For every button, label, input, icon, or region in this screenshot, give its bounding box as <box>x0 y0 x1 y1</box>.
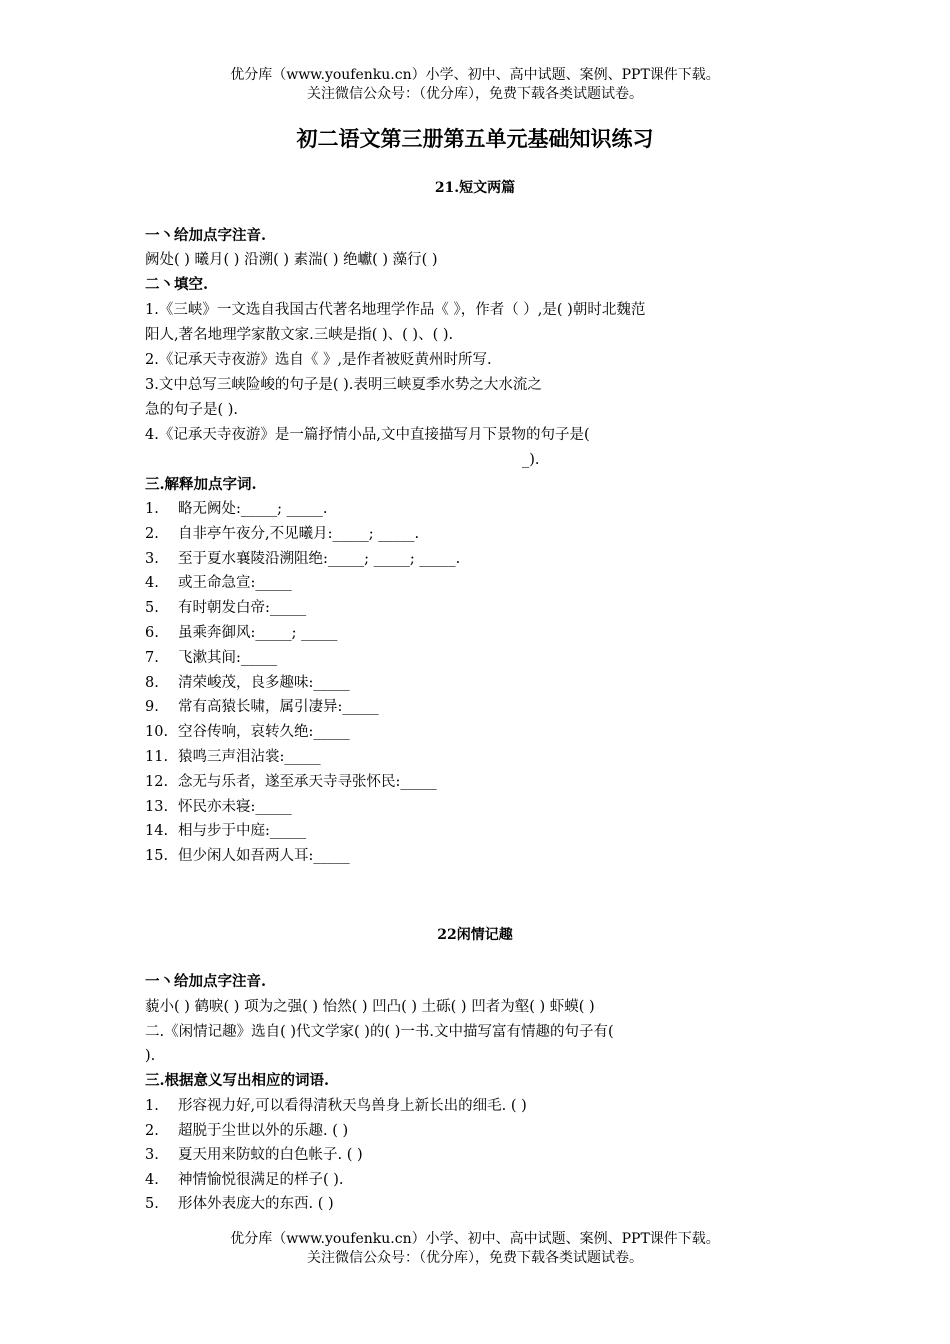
item-text: 形容视力好,可以看得清秋天鸟兽身上新长出的细毛. ( ) <box>178 1098 527 1114</box>
s21-part3-item-13 <box>145 797 292 817</box>
s21-part3-item-4 <box>145 573 292 593</box>
s21-part1-title: 一丶给加点字注音. <box>145 227 267 244</box>
s21-part2-line-7: _). <box>522 452 540 468</box>
s21-part2-line-4: 3.文中总写三峡险峻的句子是( ).表明三峡夏季水势之大水流之 <box>145 377 542 393</box>
item-text: 或王命急宣:_____ <box>178 575 292 592</box>
item-number: 15. <box>145 848 169 865</box>
item-text: 自非亭午夜分,不见曦月:_____; _____. <box>178 525 420 542</box>
s21-part2-line-6: 4.《记承天寺夜游》是一篇抒情小品,文中直接描写月下景物的句子是( <box>145 427 590 443</box>
item-text: 飞漱其间:_____ <box>178 649 278 666</box>
s22-part3-title: 三.根据意义写出相应的词语. <box>145 1072 330 1089</box>
item-text: 常有高猿长啸，属引凄异:_____ <box>178 699 379 716</box>
s22-part3-item-2 <box>145 1121 348 1141</box>
header-line-2: 关注微信公众号：（优分库），免费下载各类试题试卷。 <box>307 86 643 102</box>
item-number: 2. <box>145 525 159 542</box>
s21-part3-item-7 <box>145 648 277 668</box>
item-number: 5. <box>145 1196 159 1212</box>
item-number: 12. <box>145 773 169 790</box>
section-21-heading: 21.短文两篇 <box>434 180 516 196</box>
section-22-heading: 22闲情记趣 <box>437 927 513 943</box>
item-number: 14. <box>145 823 169 840</box>
item-text: 有时朝发白帝:_____ <box>178 600 307 617</box>
item-number: 3. <box>145 1147 159 1163</box>
s21-part3-item-10 <box>145 722 350 742</box>
s21-part2-title: 二丶填空. <box>145 276 209 293</box>
item-text: 清荣峻茂，良多趣味:_____ <box>178 674 350 691</box>
item-text: 超脱于尘世以外的乐趣. ( ) <box>178 1122 349 1139</box>
s21-part3-item-8 <box>145 673 350 693</box>
item-number: 13. <box>145 798 169 815</box>
item-text: 夏天用来防蚊的白色帐子. ( ) <box>178 1147 363 1163</box>
s21-part3-item-9 <box>145 697 379 717</box>
item-text: 形体外表庞大的东西. ( ) <box>178 1196 334 1212</box>
s22-part2-line-2: ). <box>145 1048 156 1064</box>
s21-part3-item-11 <box>145 747 321 767</box>
item-number: 5. <box>145 600 159 617</box>
page-title: 初二语文第三册第五单元基础知识练习 <box>296 126 654 151</box>
item-number: 10. <box>145 724 169 741</box>
item-text: 神情愉悦很满足的样子( ). <box>178 1171 344 1188</box>
s21-part1-items: 阙处( ) 曦月( ) 沿溯( ) 素湍( ) 绝巘( ) 藻行( ) <box>145 252 438 268</box>
s22-part2-line-1: 二.《闲情记趣》选自( )代文学家( )的( )一书.文中描写富有情趣的句子有( <box>145 1024 614 1040</box>
s22-part3-item-1 <box>145 1096 527 1116</box>
item-number: 8. <box>145 674 159 691</box>
item-number: 2. <box>145 1122 159 1139</box>
s21-part2-line-5: 急的句子是( ). <box>145 402 239 418</box>
item-text: 相与步于中庭:_____ <box>178 823 307 840</box>
item-number: 9. <box>145 699 159 716</box>
item-number: 4. <box>145 1171 159 1188</box>
s21-part3-item-6 <box>145 623 337 643</box>
footer-line-2: 关注微信公众号：（优分库），免费下载各类试题试卷。 <box>307 1250 643 1266</box>
s21-part3-item-14 <box>145 821 306 841</box>
s21-part3-item-15 <box>145 846 350 866</box>
item-number: 1. <box>145 1098 159 1114</box>
s21-part3-item-3 <box>145 549 460 569</box>
s22-part3-item-5 <box>145 1194 334 1214</box>
item-text: 怀民亦未寝:_____ <box>178 798 292 815</box>
item-text: 空谷传响，哀转久绝:_____ <box>178 724 350 741</box>
item-text: 至于夏水襄陵沿溯阻绝:_____; _____; _____. <box>178 550 461 567</box>
item-text: 虽乘奔御风:_____; _____ <box>178 625 338 641</box>
item-text: 略无阙处:_____; _____. <box>178 501 328 517</box>
item-number: 6. <box>145 625 159 641</box>
item-number: 11. <box>145 749 169 765</box>
s21-part3-item-12 <box>145 772 437 792</box>
item-number: 1. <box>145 501 159 517</box>
item-text: 猿鸣三声泪沾裳:_____ <box>178 749 321 765</box>
s21-part3-title: 三.解释加点字词. <box>145 476 257 493</box>
item-text: 念无与乐者，遂至承天寺寻张怀民:_____ <box>178 773 437 790</box>
s22-part1-title: 一丶给加点字注音. <box>145 973 267 990</box>
item-number: 3. <box>145 550 159 567</box>
item-text: 但少闲人如吾两人耳:_____ <box>178 848 350 865</box>
s21-part2-line-3: 2.《记承天寺夜游》选自《 》,是作者被贬黄州时所写. <box>145 352 492 368</box>
s21-part3-item-1 <box>145 499 328 519</box>
item-number: 4. <box>145 575 159 592</box>
footer-line-1: 优分库（www.youfenku.cn）小学、初中、高中试题、案例、PPT课件下载。 <box>230 1231 720 1247</box>
s21-part2-line-1: 1.《三峡》一文选自我国古代著名地理学作品《 》，作者（ ）,是( )朝时北魏范 <box>145 302 646 318</box>
s22-part3-item-3 <box>145 1145 363 1165</box>
header-line-1: 优分库（www.youfenku.cn）小学、初中、高中试题、案例、PPT课件下载。 <box>230 67 720 83</box>
s21-part3-item-2 <box>145 524 419 544</box>
item-number: 7. <box>145 649 159 666</box>
s22-part3-item-4 <box>145 1170 344 1190</box>
s22-part1-items: 藐小( ) 鹤唳( ) 项为之强( ) 怡然( ) 凹凸( ) 土砾( ) 凹者为壑( ) 虾蟆( ) <box>145 999 595 1015</box>
s21-part2-line-2: 阳人,著名地理学家散文家.三峡是指( )、( )、( ). <box>145 327 454 343</box>
s21-part3-item-5 <box>145 598 306 618</box>
